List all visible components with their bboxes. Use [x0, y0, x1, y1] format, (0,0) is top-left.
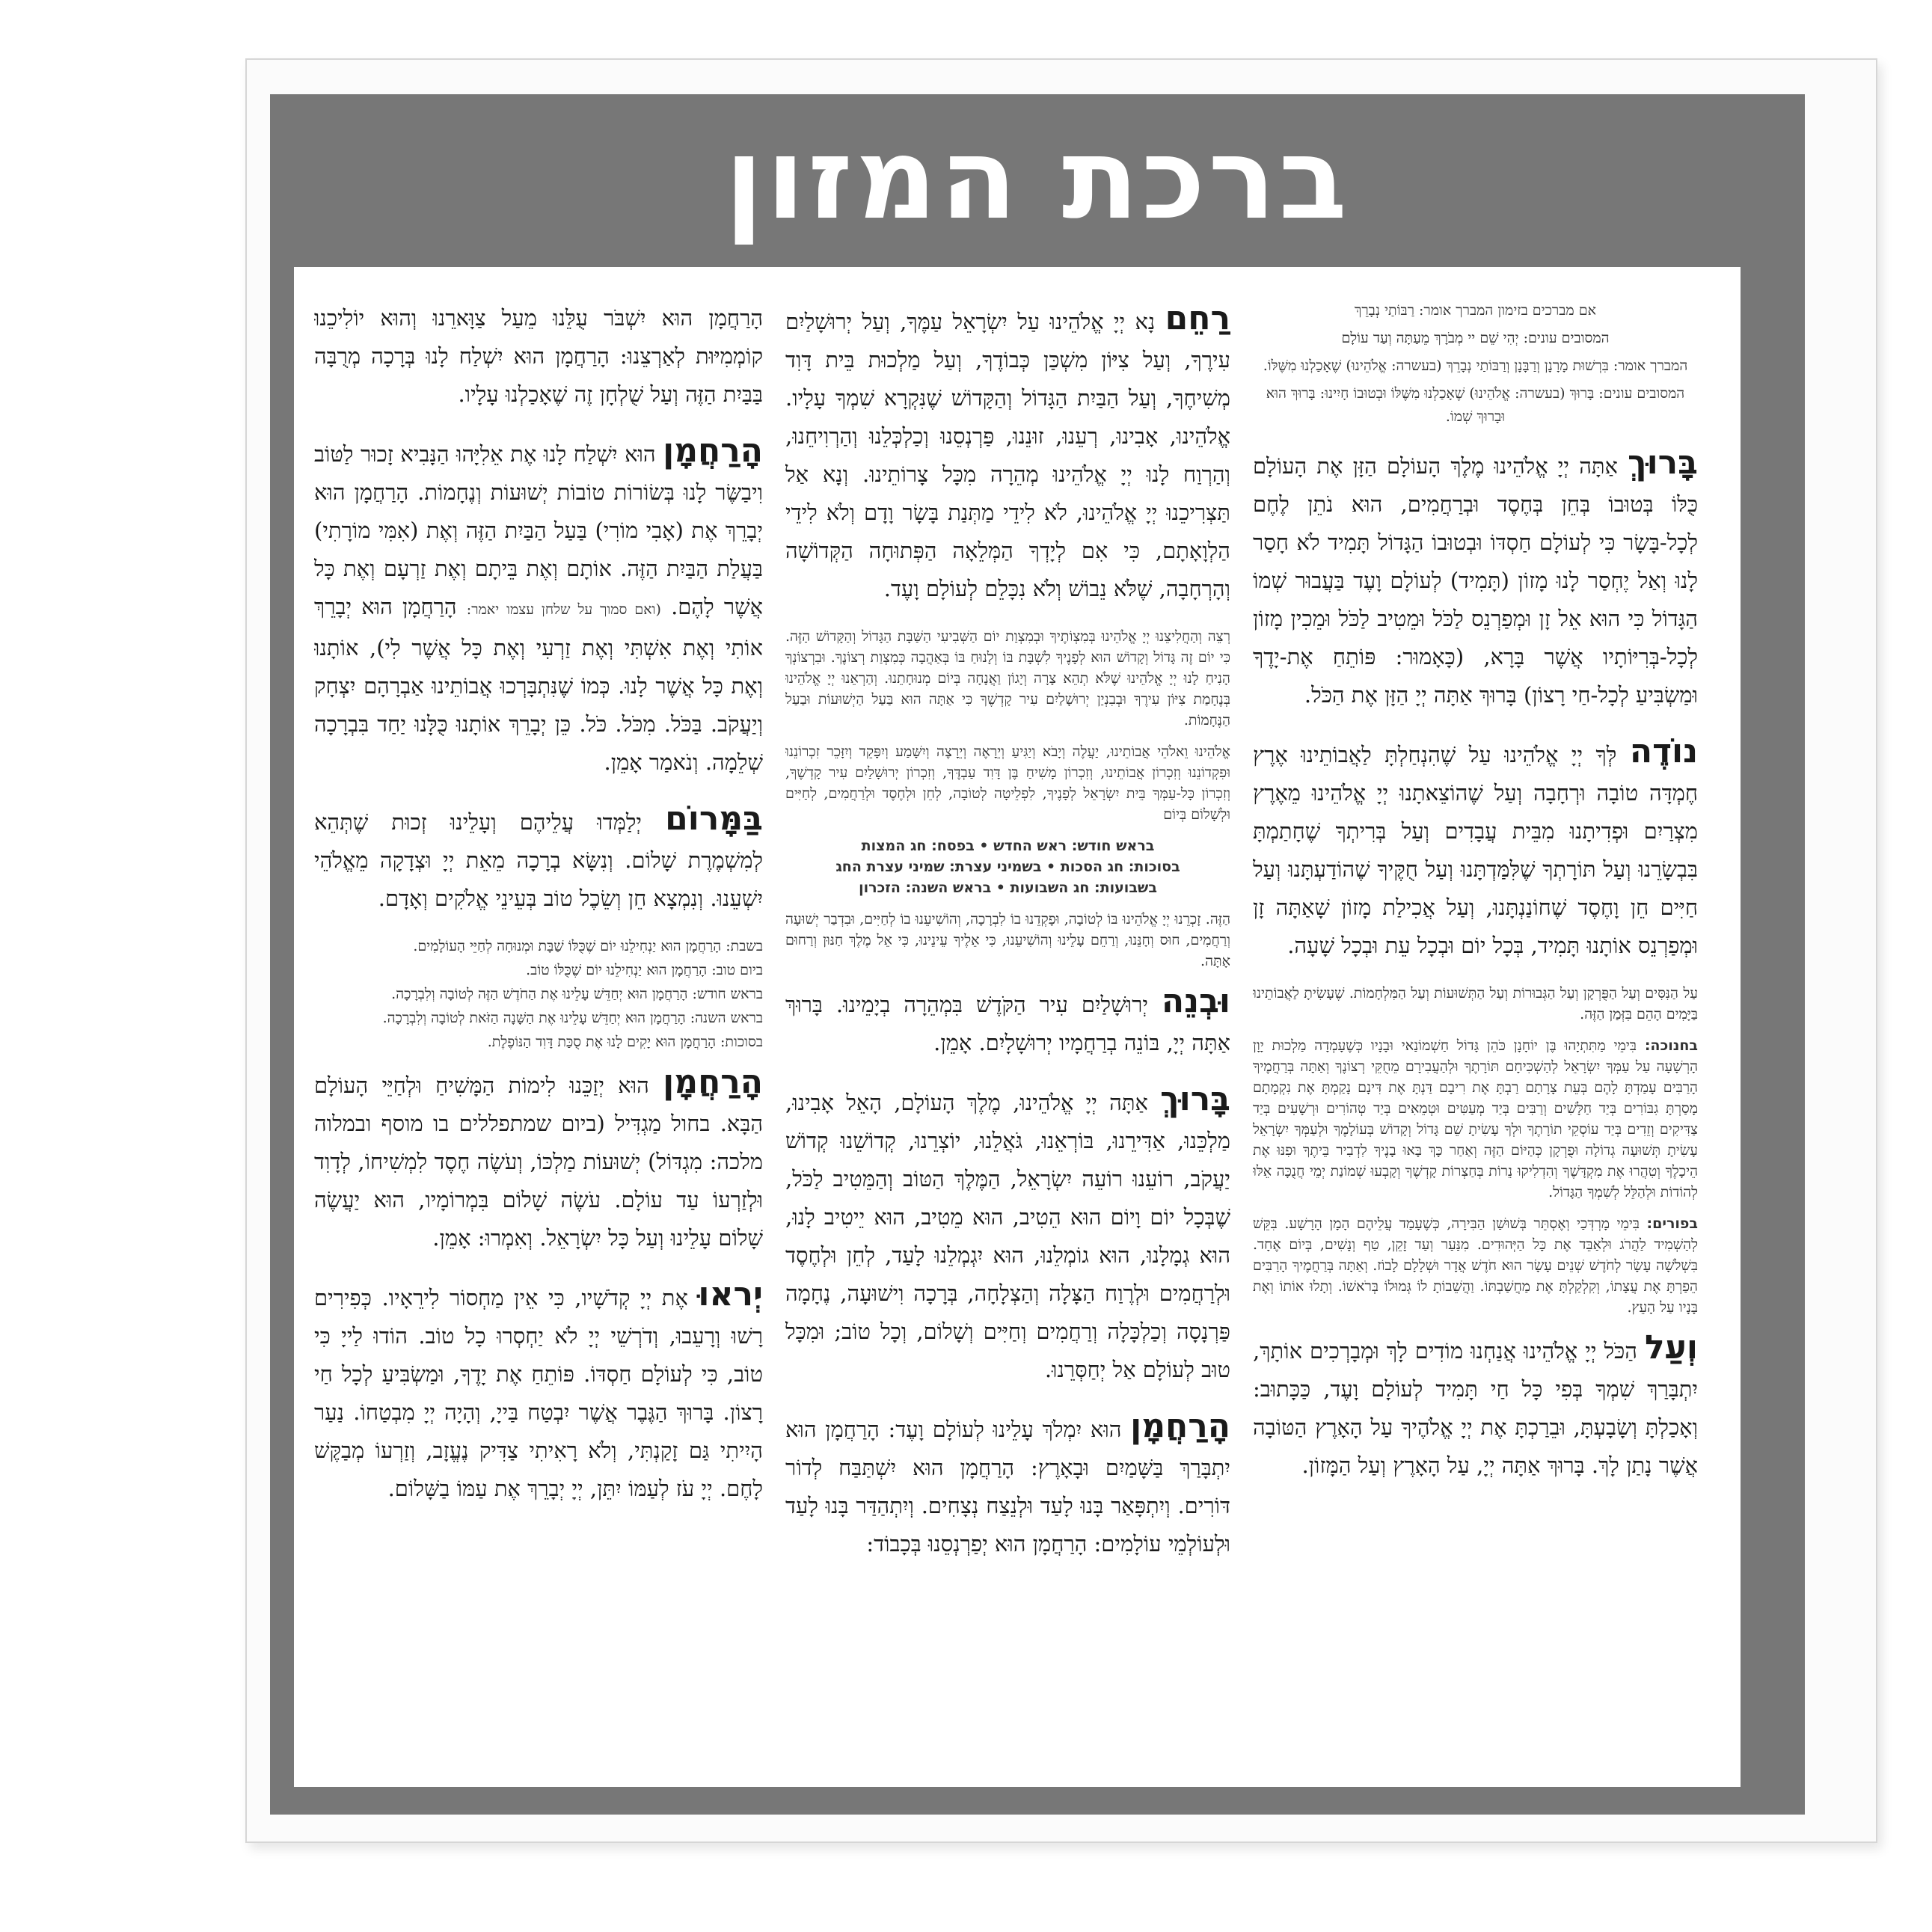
chanuka-lead: בחנוכה: — [1644, 1037, 1698, 1054]
special-line: ביום טוב: הָרַחֲמָן הוּא יַנְחִילֵנוּ יוֹם שֶׁכֻּלּוֹ טוֹב. — [526, 962, 763, 978]
holiday-line — [785, 877, 1230, 898]
harachaman-lead: הָרַחֲמָן — [663, 432, 763, 470]
rachem-text: נָא יְיָ אֱלֹהֵינוּ עַל יִשְׂרָאֵל עַמֶּךָ, וְעַל יְרוּשָׁלַיִם עִירֶךָ, וְעַל צִיּוֹן מִשְׁכַּן כְּבוֹדֶךָ, וְעַל מַלְכוּת בֵּית דָּוִד מְשִׁיחֶךָ, וְעַל הַבַּיִת הַגָּדוֹל וְהַקָּדוֹשׁ שֶׁנִּקְרָא שִׁמְךָ עָלָיו. אֱלֹהֵינוּ, אָבִינוּ, רְעֵנוּ, זוּנֵנוּ, פַּרְנְסֵנוּ וְכַלְכְּלֵנוּ וְהַרְוִיחֵנוּ, וְהַרְוַח לָנוּ יְיָ אֱלֹהֵינוּ מְהֵרָה מִכָּל צָרוֹתֵינוּ. וְנָא אַל תַּצְרִיכֵנוּ יְיָ אֱלֹהֵינוּ, לֹא לִידֵי מַתְּנַת בָּשָׂר וָדָם וְלֹא לִידֵי הַלְוָאָתָם, כִּי אִם לְיָדְךָ הַמְּלֵאָה הַפְּתוּחָה הַקְּדוֹשָׁה וְהָרְחָבָה, שֶׁלֹּא נֵבוֹשׁ וְלֹא נִכָּלֵם לְעוֹלָם וָעֶד. — [785, 309, 1230, 601]
retzei-paragraph: רְצֵה וְהַחֲלִיצֵנוּ יְיָ אֱלֹהֵינוּ בְּמִצְוֹתֶיךָ וּבְמִצְוַת יוֹם הַשְּׁבִיעִי הַשַּׁבָּת הַגָּדוֹל וְהַקָּדוֹשׁ הַזֶּה. כִּי יוֹם זֶה גָּדוֹל וְקָדוֹשׁ הוּא לְפָנֶיךָ לִשְׁבָּת בּוֹ וְלָנוּחַ בּוֹ בְּאַהֲבָה כְּמִצְוַת רְצוֹנֶךָ. וּבִרְצוֹנְךָ הָנִיחַ לָנוּ יְיָ אֱלֹהֵינוּ שֶׁלֹּא תְהֵא צָרָה וְיָגוֹן וַאֲנָחָה בְּיוֹם מְנוּחָתֵנוּ. וְהַרְאֵנוּ יְיָ אֱלֹהֵינוּ בְּנֶחָמַת צִיּוֹן עִירֶךָ וּבְבִנְיַן יְרוּשָׁלַיִם עִיר קָדְשֶׁךָ כִּי אַתָּה הוּא בַּעַל הַיְשׁוּעוֹת וּבַעַל הַנֶּחָמוֹת. — [785, 628, 1230, 729]
special-line: בראש השנה: הָרַחֲמָן הוּא יְחַדֵּשׁ עָלֵינוּ אֶת הַשָּׁנָה הַזֹּאת לְטוֹבָה וְלִבְרָכָה. — [382, 1010, 763, 1026]
baruch-hatov-paragraph — [785, 1080, 1230, 1389]
veal-text: הַכֹּל יְיָ אֱלֹהֵינוּ אֲנַחְנוּ מוֹדִים לָךְ וּמְבָרְכִים אוֹתָךְ, יִתְבָּרַךְ שִׁמְךָ בְּפִי כָּל חַי תָּמִיד לְעוֹלָם וָעֶד, כַּכָּתוּב: וְאָכַלְתָּ וְשָׂבָעְתָּ, וּבֵרַכְתָּ אֶת יְיָ אֱלֹהֶיךָ עַל הָאָרֶץ הַטּוֹבָה אֲשֶׁר נָתַן לָךְ. בָּרוּךְ אַתָּה יְיָ, עַל הָאָרֶץ וְעַל הַמָּזוֹן. — [1253, 1338, 1698, 1478]
rachem-paragraph — [785, 299, 1230, 608]
chanuka-text: בִּימֵי מַתִּתְיָהוּ בֶּן יוֹחָנָן כֹּהֵן גָּדוֹל חַשְׁמוֹנַאי וּבָנָיו כְּשֶׁעָמְדָה מַלְכוּת יָוָן הָרְשָׁעָה עַל עַמְּךָ יִשְׂרָאֵל לְהַשְׁכִּיחָם תּוֹרָתֶךָ וּלְהַעֲבִירָם מֵחֻקֵּי רְצוֹנֶךָ וְאַתָּה בְּרַחֲמֶיךָ הָרַבִּים עָמַדְתָּ לָהֶם בְּעֵת צָרָתָם רַבְתָּ אֶת רִיבָם דַּנְתָּ אֶת דִּינָם נָקַמְתָּ אֶת נִקְמָתָם מָסַרְתָּ גִבּוֹרִים בְּיַד חַלָּשִׁים וְרַבִּים בְּיַד מְעַטִּים וּטְמֵאִים בְּיַד טְהוֹרִים וּרְשָׁעִים בְּיַד צַדִּיקִים וְזֵדִים בְּיַד עוֹסְקֵי תוֹרָתֶךָ וּלְךָ עָשִׂיתָ שֵׁם גָּדוֹל וְקָדוֹשׁ בְּעוֹלָמֶךָ וּלְעַמְּךָ יִשְׂרָאֵל עָשִׂיתָ תְּשׁוּעָה גְדוֹלָה וּפֻרְקָן כְּהַיּוֹם הַזֶּה וְאַחַר כָּךְ בָּאוּ בָנֶיךָ לִדְבִיר בֵּיתֶךָ וּפִנּוּ אֶת הֵיכָלֶךָ וְטִהֲרוּ אֶת מִקְדָּשֶׁךָ וְהִדְלִיקוּ נֵרוֹת בְּחַצְרוֹת קָדְשֶׁךָ וְקָבְעוּ שְׁמוֹנַת יְמֵי חֲנֻכָּה אֵלּוּ לְהוֹדוֹת וּלְהַלֵּל לְשִׁמְךָ הַגָּדוֹל. — [1253, 1037, 1698, 1200]
middle-column — [785, 299, 1230, 1765]
special-line: בשבת: הָרַחֲמָן הוּא יַנְחִילֵנוּ יוֹם שֶׁכֻּלּוֹ שַׁבָּת וּמְנוּחָה לְחַיֵּי הָעוֹלָמִים. — [413, 938, 763, 954]
zimun-line: המסובים עונים: יְהִי שֵׁם יי מְבֹרָךְ מֵעַתָּה וְעַד עוֹלָם — [1341, 330, 1610, 346]
baruch-paragraph — [1253, 444, 1698, 714]
holiday-line — [785, 856, 1230, 877]
harachaman-paragraph — [785, 1407, 1230, 1563]
baruch-hatov-lead: בָּרוּךְ — [1160, 1080, 1230, 1118]
page-title: ברכת המזון — [724, 114, 1351, 245]
baruch-lead: בָּרוּךְ — [1628, 444, 1698, 482]
harachaman2-lead: הָרַחֲמָן — [663, 1063, 763, 1101]
holiday-text: בשבועות: חג השבועות • בראש השנה: הזכרון — [859, 880, 1157, 896]
holiday-text: בראש חודש: ראש החדש • בפסח: חג המצות — [861, 838, 1155, 854]
veal-lead: וְעַל — [1645, 1328, 1698, 1367]
harachaman-lead: הָרַחֲמָן — [1130, 1407, 1230, 1445]
holiday-text: בסוכות: חג הסכות • בשמיני עצרת: שמיני עצרת החג — [835, 859, 1180, 875]
purim-paragraph — [1253, 1213, 1698, 1318]
holiday-line — [785, 835, 1230, 856]
nodeh-lead: נוֹדֶה — [1629, 732, 1698, 770]
harachaman2-text: הוּא יְזַכֵּנוּ לִימוֹת הַמָּשִׁיחַ וּלְחַיֵּי הָעוֹלָם הַבָּא. בחול מַגְדִּיל (ביום שמתפללים בו מוסף ובמלוה מלכה: מִגְדּוֹל) יְשׁוּעוֹת מַלְכּוֹ, וְעֹשֶׂה חֶסֶד לִמְשִׁיחוֹ, לְדָוִד וּלְזַרְעוֹ עַד עוֹלָם. עֹשֶׂה שָׁלוֹם בִּמְרוֹמָיו, הוּא יַעֲשֶׂה שָׁלוֹם עָלֵינוּ וְעַל כָּל יִשְׂרָאֵל. וְאִמְרוּ: אָמֵן. — [314, 1073, 763, 1251]
al-hanisim: עַל הַנִּסִּים וְעַל הַפֻּרְקָן וְעַל הַגְּבוּרוֹת וְעַל הַתְּשׁוּעוֹת וְעַל הַמִּלְחָמוֹת. שֶׁעָשִׂיתָ לַאֲבוֹתֵינוּ בַּיָּמִים הָהֵם בִּזְּמַן הַזֶּה. — [1253, 985, 1698, 1022]
special-line: בסוכות: הָרַחֲמָן הוּא יָקִים לָנוּ אֶת סֻכַּת דָּוִד הַנּוֹפֶלֶת. — [487, 1034, 763, 1050]
bamarom-paragraph — [314, 800, 763, 918]
harachaman-text: הוּא יִמְלֹךְ עָלֵינוּ לְעוֹלָם וָעֶד: הָרַחֲמָן הוּא יִתְבָּרַךְ בַּשָּׁמַיִם וּבָאָרֶץ: הָרַחֲמָן הוּא יִשְׁתַּבַּח לְדוֹר דּוֹרִים. וְיִתְפָּאַר בָּנוּ לָעַד וּלְנֵצַח נְצָחִים. וְיִתְהַדַּר בָּנוּ לָעַד וּלְעוֹלְמֵי עוֹלָמִים: הָרַחֲמָן הוּא יְפַרְנְסֵנוּ בְּכָבוֹד: — [785, 1417, 1230, 1557]
uvneh-lead: וּבְנֵה — [1161, 982, 1230, 1020]
veal-paragraph — [1253, 1328, 1698, 1485]
baruch-text: אַתָּה יְיָ אֱלֹהֵינוּ מֶלֶךְ הָעוֹלָם הַזָּן אֶת הָעוֹלָם כֻּלּוֹ בְּטוּבוֹ בְּחֵן בְּחֶסֶד וּבְרַחֲמִים, הוּא נֹתֵן לֶחֶם לְכָל-בָּשָׂר כִּי לְעוֹלָם חַסְדּוֹ וּבְטוּבוֹ הַגָּדוֹל תָּמִיד לֹא חָסַר לָנוּ וְאַל יֶחְסַר לָנוּ מָזוֹן (תָּמִיד) לְעוֹלָם וָעֶד בַּעֲבוּר שְׁמוֹ הַגָּדוֹל כִּי הוּא אֵל זָן וּמְפַרְנֵס לַכֹּל וּמֵטִיב לַכֹּל וּמֵכִין מָזוֹן לְכָל-בְּרִיּוֹתָיו אֲשֶׁר בָּרָא, (כָּאָמוּר: פּוֹתֵחַ אֶת-יָדֶךָ וּמַשְׂבִּיעַ לְכָל-חַי רָצוֹן) בָּרוּךְ אַתָּה יְיָ הַזָּן אֶת הַכֹּל. — [1253, 453, 1698, 708]
zimun-line: המברך אומר: בִּרְשׁוּת מָרָנָן וְרַבָּנָן וְרַבּוֹתַי נְבָרֵךְ (בעשרה: אֱלֹהֵינוּ) שֶׁאָכַלְנוּ מִשֶּׁלּוֹ. — [1263, 358, 1688, 374]
zochreinu-paragraph: הַזֶּה. זָכְרֵנוּ יְיָ אֱלֹהֵינוּ בּוֹ לְטוֹבָה, וּפָקְדֵנוּ בוֹ לִבְרָכָה, וְהוֹשִׁיעֵנוּ בוֹ לְחַיִּים, וּבִדְבַר יְשׁוּעָה וְרַחֲמִים, חוּס וְחָנֵּנוּ, וְרַחֵם עָלֵינוּ וְהוֹשִׁיעֵנוּ, כִּי אֵלֶיךָ עֵינֵינוּ, כִּי אֵל מֶלֶךְ חַנּוּן וְרַחוּם אָתָּה. — [785, 911, 1230, 969]
purim-text: בִּימֵי מָרְדְּכַי וְאֶסְתֵּר בְּשׁוּשַׁן הַבִּירָה, כְּשֶׁעָמַד עֲלֵיהֶם הָמָן הָרָשָׁע. בִּקֵּשׁ לְהַשְׁמִיד לַהֲרֹג וּלְאַבֵּד אֶת כָּל הַיְּהוּדִים. מִנַּעַר וְעַד זָקֵן, טַף וְנָשִׁים, בְּיוֹם אֶחָד. בִּשְׁלֹשָׁה עָשָׂר לְחֹדֶשׁ שְׁנֵים עָשָׂר הוּא חֹדֶשׁ אֲדָר וּשְׁלָלָם לָבוֹז. וְאַתָּה בְּרַחֲמֶיךָ הָרַבִּים הֵפַרְתָּ אֶת עֲצָתוֹ, וְקִלְקַלְתָּ אֶת מַחֲשַׁבְתּוֹ. וַהֲשֵׁבוֹתָ לוֹ גְּמוּלוֹ בְּרֹאשׁוֹ. וְתָלוּ אוֹתוֹ וְאֶת בָּנָיו עַל הָעֵץ. — [1253, 1215, 1698, 1316]
right-column — [1253, 299, 1698, 1765]
yaaleh-paragraph: אֱלֹהֵינוּ וֵאלֹהֵי אֲבוֹתֵינוּ, יַעֲלֶה וְיָבֹא וְיַגִּיעַ וְיֵרָאֶה וְיֵרָצֶה וְיִשָּׁמַע וְיִפָּקֵד וְיִזָּכֵר זִכְרוֹנֵנוּ וּפִקְדוֹנֵנוּ וְזִכְרוֹן אֲבוֹתֵינוּ, וְזִכְרוֹן מָשִׁיחַ בֶּן דָּוִד עַבְדֶּךָ, וְזִכְרוֹן יְרוּשָׁלַיִם עִיר קָדְשֶׁךָ, וְזִכְרוֹן כָּל-עַמְּךָ בֵּית יִשְׂרָאֵל לְפָנֶיךָ, לִפְלֵיטָה לְטוֹבָה, לְחֵן וּלְחֶסֶד וּלְרַחֲמִים, לְחַיִּים וּלְשָׁלוֹם בְּיוֹם — [785, 743, 1230, 823]
nodeh-text: לְּךָ יְיָ אֱלֹהֵינוּ עַל שֶׁהִנְחַלְתָּ לַאֲבוֹתֵינוּ אֶרֶץ חֶמְדָּה טוֹבָה וּרְחָבָה וְעַל שֶׁהוֹצֵאתָנוּ יְיָ אֱלֹהֵינוּ מֵאֶרֶץ מִצְרַיִם וּפְדִיתָנוּ מִבֵּית עֲבָדִים וְעַל בְּרִיתְךָ שֶׁחָתַמְתָּ בִּבְשָׂרֵנוּ וְעַל תּוֹרָתְךָ שֶׁלִּמַּדְתָּנוּ וְעַל חֻקֶּיךָ שֶׁהוֹדַעְתָּנוּ וְעַל חַיִּים חֵן וָחֶסֶד שֶׁחוֹנַנְתָּנוּ, וְעַל אֲכִילַת מָזוֹן שָׁאַתָּה זָן וּמְפַרְנֵס אוֹתָנוּ תָּמִיד, בְּכָל יוֹם וּבְכָל עֵת וּבְכָל שָׁעָה. — [1253, 742, 1698, 958]
harachaman-eliyahu-paragraph — [314, 432, 763, 782]
harachaman-text: הוּא יִשְׁלַח לָנוּ אֶת אֵלִיָּהוּ הַנָּבִיא זָכוּר לַטּוֹב וִיבַשֶּׂר לָנוּ בְּשׂוֹרוֹת טוֹבוֹת יְשׁוּעוֹת וְנֶחָמוֹת. הָרַחֲמָן הוּא יְבָרֵךְ אֶת (אָבִי מוֹרִי) בַּעַל הַבַּיִת הַזֶּה וְאֶת (אִמִּי מוֹרָתִי) בַּעֲלַת הַבַּיִת הַזֶּה. אוֹתָם וְאֶת בֵּיתָם וְאֶת זַרְעָם וְאֶת כָּל אֲשֶׁר לָהֶם. — [314, 441, 763, 619]
rachem-lead: רַחֵם — [1165, 299, 1230, 337]
yiru-lead: יְראוּ — [698, 1275, 763, 1313]
bamarom-lead: בַּמָּרוֹם — [665, 800, 763, 838]
uvneh-paragraph — [785, 982, 1230, 1062]
nodeh-paragraph — [1253, 732, 1698, 965]
zimun-line: אם מברכים בזימון המברך אומר: רַבּוֹתַי נְבָרֵךְ — [1355, 302, 1596, 319]
brand-label: WATERDALE COLLECTION — [1705, 1456, 1719, 1646]
harachaman-mashiach-paragraph — [314, 1063, 763, 1257]
baruch-hatov-text: אַתָּה יְיָ אֱלֹהֵינוּ, מֶלֶךְ הָעוֹלָם, הָאֵל אָבִינוּ, מַלְכֵּנוּ, אַדִּירֵנוּ, בּוֹרְאֵנוּ, גֹּאֲלֵנוּ, יוֹצְרֵנוּ, קְדוֹשֵׁנוּ קְדוֹשׁ יַעֲקֹב, רוֹעֵנוּ רוֹעֵה יִשְׂרָאֵל, הַמֶּלֶךְ הַטּוֹב וְהַמֵּטִיב לַכֹּל, שֶׁבְּכָל יוֹם וָיוֹם הוּא הֵטִיב, הוּא מֵטִיב, הוּא יֵיטִיב לָנוּ, הוּא גְמָלָנוּ, הוּא גוֹמְלֵנוּ, הוּא יִגְמְלֵנוּ לָעַד, לְחֵן וּלְחֶסֶד וּלְרַחֲמִים וּלְרֶוַח הַצָּלָה וְהַצְלָחָה, בְּרָכָה וִישׁוּעָה, נֶחָמָה פַּרְנָסָה וְכַלְכָּלָה וְרַחֲמִים וְחַיִּים וְשָׁלוֹם, וְכָל טוֹב; וּמִכָּל טוּב לְעוֹלָם אַל יְחַסְּרֵנוּ. — [785, 1090, 1230, 1382]
uvneh-text: יְרוּשָׁלַיִם עִיר הַקֹּדֶשׁ בִּמְהֵרָה בְיָמֵינוּ. בָּרוּךְ אַתָּה יְיָ, בּוֹנֵה בְרַחֲמָיו יְרוּשָׁלָיִם. אָמֵן. — [785, 992, 1230, 1055]
harachaman-intro: הָרַחֲמָן הוּא יִשְׁבֹּר עֻלֵּנוּ מֵעַל צַוָּארֵנוּ וְהוּא יוֹלִיכֵנוּ קוֹמְמִיּוּת לְאַרְצֵנוּ: הָרַחֲמָן הוּא יִשְׁלַח לָנוּ בְּרָכָה מְרֻבָּה בַּבַּיִת הַזֶּה וְעַל שֻׁלְחָן זֶה שֶׁאָכַלְנוּ עָלָיו. — [314, 305, 763, 407]
yiru-paragraph — [314, 1275, 763, 1508]
yiru-text: אֶת יְיָ קְדֹשָׁיו, כִּי אֵין מַחְסוֹר לִירֵאָיו. כְּפִירִים רָשׁוּ וְרָעֵבוּ, וְדֹרְשֵׁי יְיָ לֹא יַחְסְרוּ כָל טוֹב. הוֹדוּ לַייָ כִּי טוֹב, כִּי לְעוֹלָם חַסְדּוֹ. פּוֹתֵחַ אֶת יָדֶךָ, וּמַשְׂבִּיעַ לְכָל חַי רָצוֹן. בָּרוּךְ הַגֶּבֶר אֲשֶׁר יִבְטַח בַּייָ, וְהָיָה יְיָ מִבְטַחוֹ. נַעַר הָיִיתִי גַּם זָקַנְתִּי, וְלֹא רָאִיתִי צַדִּיק נֶעֱזָב, וְזַרְעוֹ מְבַקֶּשׁ לָחֶם. יְיָ עֹז לְעַמּוֹ יִתֵּן, יְיָ יְבָרֵךְ אֶת עַמּוֹ בַשָּׁלוֹם. — [314, 1285, 763, 1501]
harachaman-note: (ואם סמוך על שלחן עצמו יאמר: — [466, 601, 661, 618]
harachaman-text2: הָרַחֲמָן הוּא יְבָרֵךְ אוֹתִי וְאֶת אִשְׁתִּי וְאֶת זַרְעִי וְאֶת כָּל אֲשֶׁר לִי), אוֹתָנוּ וְאֶת כָּל אֲשֶׁר לָנוּ. כְּמוֹ שֶׁנִּתְבָּרְכוּ אֲבוֹתֵינוּ אַבְרָהָם יִצְחָק וְיַעֲקֹב. בַּכֹּל. מִכֹּל. כֹּל. כֵּן יְבָרֵךְ אוֹתָנוּ כֻּלָּנוּ יַחַד בִּבְרָכָה שְׁלֵמָה. וְנֹאמַר אָמֵן. — [314, 594, 763, 775]
bamarom-text: יְלַמְּדוּ עֲלֵיהֶם וְעָלֵינוּ זְכוּת שֶׁתְּהֵא לְמִשְׁמֶרֶת שָׁלוֹם. וְנִשָּׂא בְרָכָה מֵאֵת יְיָ וּצְדָקָה מֵאֱלֹהֵי יִשְׁעֵנוּ. וְנִמְצָא חֵן וְשֵׂכֶל טוֹב בְּעֵינֵי אֱלֹקִים וְאָדָם. — [314, 809, 763, 911]
purim-lead: בפורים: — [1646, 1215, 1698, 1232]
left-column — [314, 299, 763, 1765]
zimun-line: המסובים עונים: בָּרוּךְ (בעשרה: אֱלֹהֵינוּ) שֶׁאָכַלְנוּ מִשֶּׁלּוֹ וּבְטוּבוֹ חָיִינוּ: בָּרוּךְ הוּא וּבָרוּךְ שְׁמוֹ. — [1266, 385, 1685, 425]
chanuka-paragraph — [1253, 1035, 1698, 1203]
special-line: בראש חודש: הָרַחֲמָן הוּא יְחַדֵּשׁ עָלֵינוּ אֶת הַחֹדֶשׁ הַזֶּה לְטוֹבָה וְלִבְרָכָה. — [391, 986, 763, 1002]
